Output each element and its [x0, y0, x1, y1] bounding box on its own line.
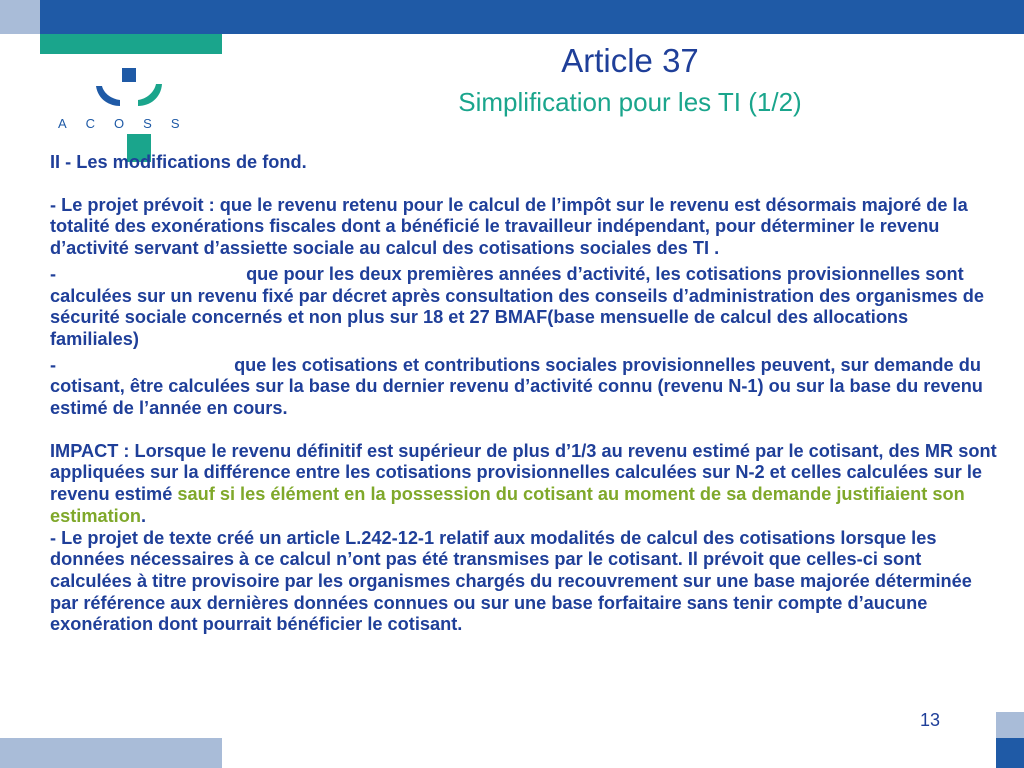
- impact-highlight: sauf si les élément en la possession du cotisant au moment de sa demande justifiaient son estimation: [50, 484, 965, 526]
- paragraph-premieres-annees: [50, 264, 1000, 351]
- paragraph-premieres-annees-text: que pour les deux premières années d’activité, les cotisations provisionnelles sont calculées sur un revenu fixé par décret après consultation des conseils d’administration des organismes de sécurité sociale concernés et non plus sur 18 et 27 BMAF(base mensuelle de calcul des allocations familiales): [50, 263, 984, 349]
- section-heading: II - Les modifications de fond.: [50, 152, 307, 172]
- bottom-right-pale-block: [996, 712, 1024, 738]
- bottom-left-decorative-bar: [0, 738, 222, 768]
- paragraph-impact: [50, 441, 1000, 528]
- slide-body: [50, 152, 1000, 636]
- top-decorative-bar: [40, 0, 1024, 34]
- paragraph-article-l242: - Le projet de texte créé un article L.242-12-1 relatif aux modalités de calcul des cotisations lorsque les données nécessaires à ce calcul n’ont pas été transmises par le cotisant. Il prévoit que celles-ci sont calculées à titre provisoire par les organismes chargés du recouvrement sur une base majorée déterminée par référence aux dernières données connues ou sur une base forfaitaire sans tenir compte d’aucune exonération dont pourrait bénéficier le cotisant.: [50, 527, 972, 635]
- slide-title: Article 37: [561, 42, 699, 79]
- logo-wordmark: ACOSS: [58, 116, 199, 131]
- bullet-dash: -: [50, 263, 57, 284]
- top-left-decorative-block: [0, 0, 40, 34]
- paragraph-cotisations-provisionnelles: [50, 355, 1000, 420]
- page-number: 13: [919, 710, 940, 730]
- bottom-right-blue-block: [996, 738, 1024, 768]
- slide-subtitle: Simplification pour les TI (1/2): [458, 87, 802, 117]
- impact-text: IMPACT : Lorsque le revenu définitif est supérieur de plus d’1/3 au revenu estimé par le cotisant, des MR sont appliquées sur la différence entre les cotisations provisionnelles calculées sur N-2 et celles calculées sur le revenu estimé: [50, 440, 997, 505]
- paragraph-projet-prevoit: - Le projet prévoit : que le revenu retenu pour le calcul de l’impôt sur le revenu est désormais majoré de la totalité des exonérations fiscales dont a bénéficié le travailleur indépendant, pour déterminer le revenu d’activité servant d’assiette sociale au calcul des cotisations sociales des TI .: [50, 194, 968, 259]
- bullet-dash: -: [50, 354, 57, 375]
- top-teal-decorative-bar: [40, 34, 222, 54]
- paragraph-cotisations-provisionnelles-text: que les cotisations et contributions sociales provisionnelles peuvent, sur demande du cotisant, être calculées sur la base du dernier revenu d’activité connu (revenu N-1) ou sur la base du revenu estimé de l’année en cours.: [50, 354, 983, 419]
- impact-end: .: [140, 505, 147, 526]
